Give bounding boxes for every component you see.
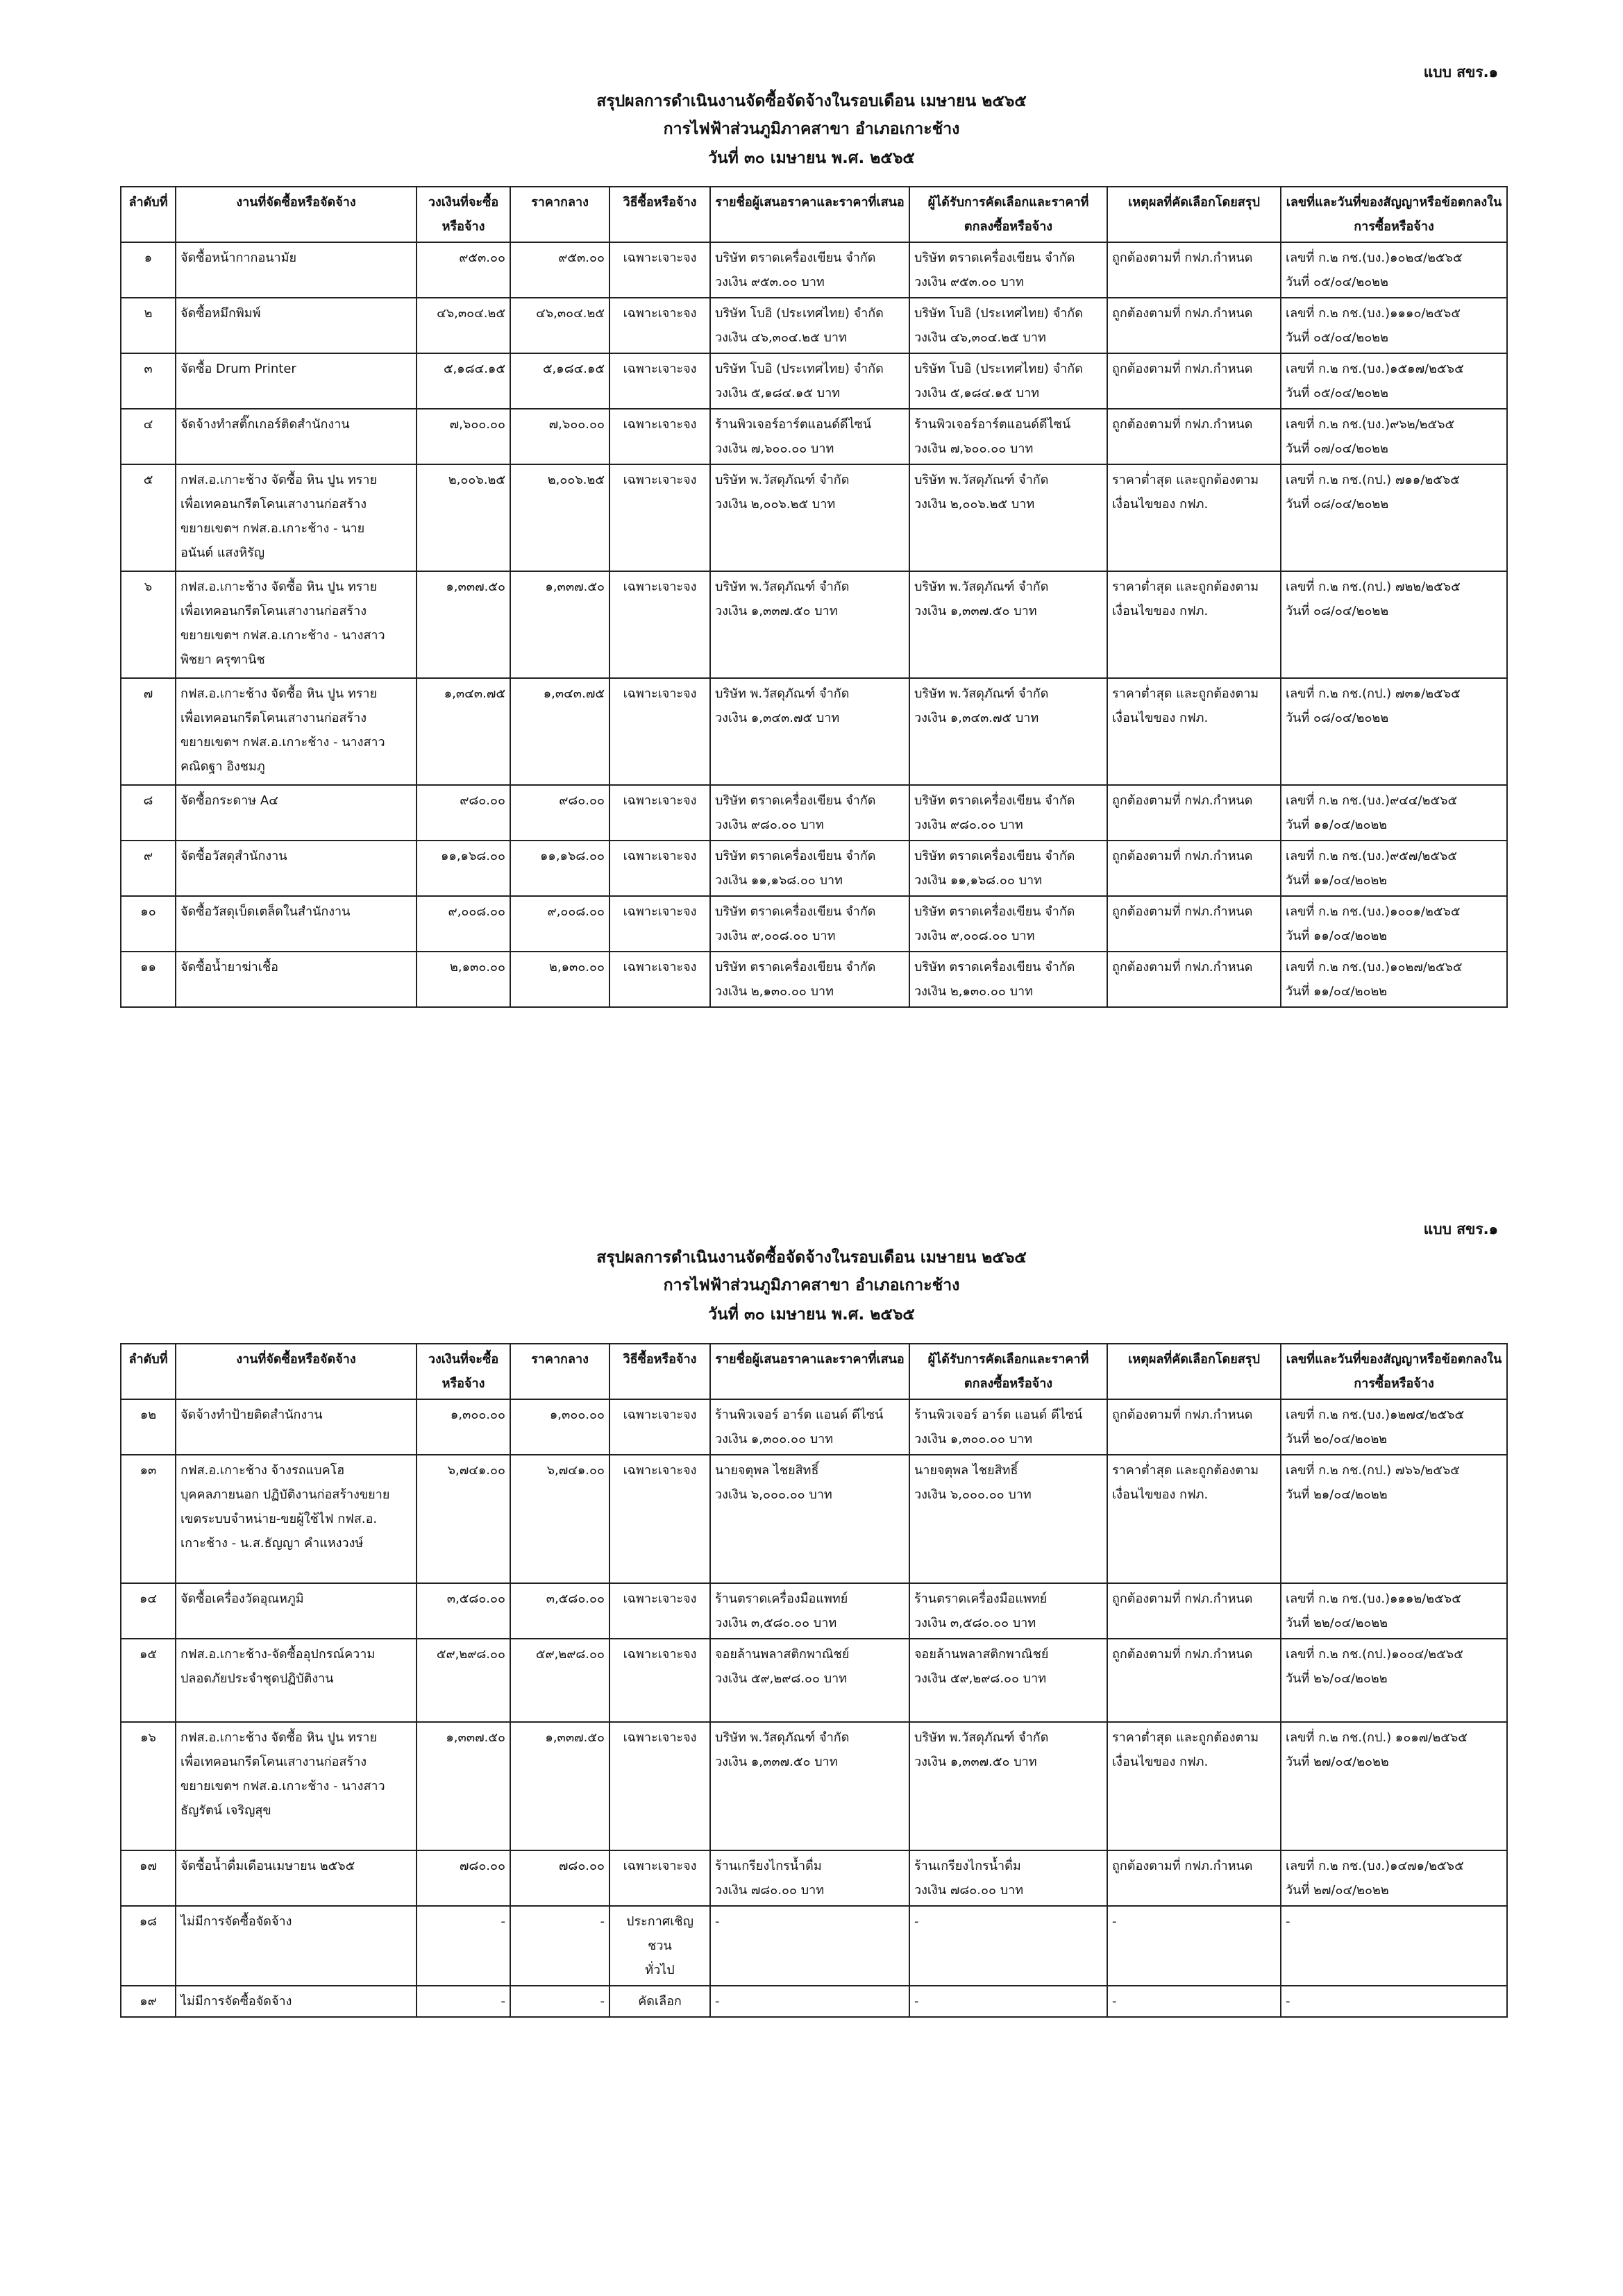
cell-winner: บริษัท ตราดเครื่องเขียน จำกัด วงเงิน ๙๘๐.๐๐ บาท	[909, 785, 1107, 841]
cell-contract: เลขที่ ก.๒ กช.(บง.)๑๑๑๐/๒๕๖๕ วันที่ ๐๕/๐๔/๒๐๒๒	[1281, 298, 1507, 353]
cell-contract: เลขที่ ก.๒ กช.(บง.)๑๕๑๗/๒๕๖๕ วันที่ ๐๕/๐๔/๒๐๒๒	[1281, 353, 1507, 409]
table-row	[121, 1722, 1507, 1850]
cell-method: เฉพาะเจาะจง	[609, 841, 710, 896]
procurement-table	[120, 1343, 1508, 2018]
cell-bidder: จอยล้านพลาสติกพาณิชย์ วงเงิน ๕๙,๒๙๘.๐๐ บาท	[710, 1639, 909, 1722]
cell-budget: ๑,๓๔๓.๗๕	[417, 678, 510, 785]
cell-item: จัดจ้างทำสติ๊กเกอร์ติดสำนักงาน	[176, 409, 417, 464]
cell-method: เฉพาะเจาะจง	[609, 571, 710, 678]
cell-reason: ถูกต้องตามที่ กฟภ.กำหนด	[1107, 785, 1281, 841]
cell-item: ไม่มีการจัดซื้อจัดจ้าง	[176, 1906, 417, 1986]
cell-bidder: บริษัท ตราดเครื่องเขียน จำกัด วงเงิน ๙๘๐.๐๐ บาท	[710, 785, 909, 841]
cell-median-price: ๙๘๐.๐๐	[510, 785, 609, 841]
cell-item: จัดซื้อน้ำดื่มเดือนเมษายน ๒๕๖๕	[176, 1850, 417, 1906]
cell-median-price: ๙๕๓.๐๐	[510, 242, 609, 298]
cell-no: ๕	[121, 464, 176, 571]
cell-budget: ๙๘๐.๐๐	[417, 785, 510, 841]
cell-reason: ถูกต้องตามที่ กฟภ.กำหนด	[1107, 409, 1281, 464]
cell-item: จัดซื้อหน้ากากอนามัย	[176, 242, 417, 298]
cell-reason: ราคาต่ำสุด และถูกต้องตาม เงื่อนไขของ กฟภ.	[1107, 1455, 1281, 1583]
cell-method: เฉพาะเจาะจง	[609, 1639, 710, 1722]
header-winner: ผู้ได้รับการคัดเลือกและราคาที่ตกลงซื้อหรือจ้าง	[909, 187, 1107, 242]
cell-reason: ถูกต้องตามที่ กฟภ.กำหนด	[1107, 1399, 1281, 1455]
cell-bidder: บริษัท พ.วัสดุภัณฑ์ จำกัด วงเงิน ๒,๐๐๖.๒๕ บาท	[710, 464, 909, 571]
table-row	[121, 1455, 1507, 1583]
header-item: งานที่จัดซื้อหรือจัดจ้าง	[176, 1344, 417, 1399]
cell-contract: -	[1281, 1906, 1507, 1986]
cell-budget: ๔๖,๓๐๔.๒๕	[417, 298, 510, 353]
cell-winner: จอยล้านพลาสติกพาณิชย์ วงเงิน ๕๙,๒๙๘.๐๐ บาท	[909, 1639, 1107, 1722]
cell-reason: ราคาต่ำสุด และถูกต้องตาม เงื่อนไขของ กฟภ.	[1107, 678, 1281, 785]
cell-reason: ราคาต่ำสุด และถูกต้องตาม เงื่อนไขของ กฟภ.	[1107, 1722, 1281, 1850]
table-row	[121, 1906, 1507, 1986]
cell-reason: ถูกต้องตามที่ กฟภ.กำหนด	[1107, 353, 1281, 409]
cell-no: ๑๑	[121, 952, 176, 1007]
table-row	[121, 1850, 1507, 1906]
cell-item: จัดซื้อหมึกพิมพ์	[176, 298, 417, 353]
header-bidders: รายชื่อผู้เสนอราคาและราคาที่เสนอ	[710, 1344, 909, 1399]
cell-contract: เลขที่ ก.๒ กช.(บง.)๑๐๒๗/๒๕๖๕ วันที่ ๑๑/๐๔/๒๐๒๒	[1281, 952, 1507, 1007]
table-row	[121, 298, 1507, 353]
cell-reason: ราคาต่ำสุด และถูกต้องตาม เงื่อนไขของ กฟภ.	[1107, 464, 1281, 571]
cell-winner: บริษัท ตราดเครื่องเขียน จำกัด วงเงิน ๑๑,๑๖๘.๐๐ บาท	[909, 841, 1107, 896]
cell-budget: ๒,๑๓๐.๐๐	[417, 952, 510, 1007]
cell-budget: ๙๕๓.๐๐	[417, 242, 510, 298]
cell-winner: บริษัท โบอิ (ประเทศไทย) จำกัด วงเงิน ๕,๑๘๔.๑๕ บาท	[909, 353, 1107, 409]
cell-winner: บริษัท พ.วัสดุภัณฑ์ จำกัด วงเงิน ๑,๓๓๗.๕๐ บาท	[909, 1722, 1107, 1850]
cell-budget: ๖,๗๔๑.๐๐	[417, 1455, 510, 1583]
cell-reason: ถูกต้องตามที่ กฟภ.กำหนด	[1107, 952, 1281, 1007]
cell-method: เฉพาะเจาะจง	[609, 952, 710, 1007]
report-organization: การไฟฟ้าส่วนภูมิภาคสาขา อำเภอเกาะช้าง	[663, 120, 960, 138]
table-row	[121, 353, 1507, 409]
cell-no: ๑๒	[121, 1399, 176, 1455]
cell-method: เฉพาะเจาะจง	[609, 409, 710, 464]
report-organization: การไฟฟ้าส่วนภูมิภาคสาขา อำเภอเกาะช้าง	[663, 1276, 960, 1294]
cell-winner: บริษัท พ.วัสดุภัณฑ์ จำกัด วงเงิน ๑,๓๔๓.๗๕ บาท	[909, 678, 1107, 785]
cell-budget: -	[417, 1906, 510, 1986]
cell-winner: บริษัท พ.วัสดุภัณฑ์ จำกัด วงเงิน ๒,๐๐๖.๒๕ บาท	[909, 464, 1107, 571]
cell-item: กฟส.อ.เกาะช้าง จัดซื้อ หิน ปูน ทราย เพื่อเทคอนกรีตโคนเสางานก่อสร้าง ขยายเขตฯ กฟส.อ.เกาะช้าง - นางสาว คณิดฐา อิงชมภู	[176, 678, 417, 785]
cell-method: เฉพาะเจาะจง	[609, 896, 710, 952]
cell-bidder: บริษัท ตราดเครื่องเขียน จำกัด วงเงิน ๑๑,๑๖๘.๐๐ บาท	[710, 841, 909, 896]
cell-median-price: ๖,๗๔๑.๐๐	[510, 1455, 609, 1583]
form-code: แบบ สขร.๑	[1423, 1221, 1498, 1238]
cell-reason: ถูกต้องตามที่ กฟภ.กำหนด	[1107, 242, 1281, 298]
cell-item: จัดซื้อวัสดุเบ็ดเตล็ดในสำนักงาน	[176, 896, 417, 952]
cell-winner: ร้านเกรียงไกรน้ำดื่ม วงเงิน ๗๘๐.๐๐ บาท	[909, 1850, 1107, 1906]
cell-median-price: ๕,๑๘๔.๑๕	[510, 353, 609, 409]
header-reason: เหตุผลที่คัดเลือกโดยสรุป	[1107, 187, 1281, 242]
cell-winner: บริษัท ตราดเครื่องเขียน จำกัด วงเงิน ๒,๑๓๐.๐๐ บาท	[909, 952, 1107, 1007]
report-date: วันที่ ๓๐ เมษายน พ.ศ. ๒๕๖๕	[708, 149, 915, 167]
header-budget: วงเงินที่จะซื้อหรือจ้าง	[417, 1344, 510, 1399]
cell-item: กฟส.อ.เกาะช้าง จัดซื้อ หิน ปูน ทราย เพื่อเทคอนกรีตโคนเสางานก่อสร้าง ขยายเขตฯ กฟส.อ.เกาะช้าง - นางสาว ธัญรัตน์ เจริญสุข	[176, 1722, 417, 1850]
cell-bidder: นายจตุพล ไชยสิทธิ์ วงเงิน ๖,๐๐๐.๐๐ บาท	[710, 1455, 909, 1583]
cell-budget: ๑,๓๓๗.๕๐	[417, 1722, 510, 1850]
cell-budget: ๕๙,๒๙๘.๐๐	[417, 1639, 510, 1722]
cell-method: เฉพาะเจาะจง	[609, 1399, 710, 1455]
cell-no: ๖	[121, 571, 176, 678]
cell-reason: ถูกต้องตามที่ กฟภ.กำหนด	[1107, 1850, 1281, 1906]
header-reason: เหตุผลที่คัดเลือกโดยสรุป	[1107, 1344, 1281, 1399]
cell-contract: เลขที่ ก.๒ กช.(กป.) ๗๖๖/๒๕๖๕ วันที่ ๒๑/๐๔/๒๐๒๒	[1281, 1455, 1507, 1583]
header-no: ลำดับที่	[121, 1344, 176, 1399]
cell-bidder: บริษัท ตราดเครื่องเขียน จำกัด วงเงิน ๙๕๓.๐๐ บาท	[710, 242, 909, 298]
cell-winner: ร้านตราดเครื่องมือแพทย์ วงเงิน ๓,๕๘๐.๐๐ บาท	[909, 1583, 1107, 1639]
cell-item: ไม่มีการจัดซื้อจัดจ้าง	[176, 1986, 417, 2017]
cell-method: เฉพาะเจาะจง	[609, 464, 710, 571]
cell-median-price: ๗,๖๐๐.๐๐	[510, 409, 609, 464]
cell-budget: -	[417, 1986, 510, 2017]
cell-bidder: บริษัท โบอิ (ประเทศไทย) จำกัด วงเงิน ๕,๑๘๔.๑๕ บาท	[710, 353, 909, 409]
cell-item: กฟส.อ.เกาะช้าง จ้างรถแบคโฮ บุคคลภายนอก ปฏิบัติงานก่อสร้างขยาย เขตระบบจำหน่าย-ขยผู้ใช้ไฟ กฟส.อ. เกาะช้าง - น.ส.ธัญญา คำแหงวงษ์	[176, 1455, 417, 1583]
cell-reason: ถูกต้องตามที่ กฟภ.กำหนด	[1107, 298, 1281, 353]
cell-budget: ๗๘๐.๐๐	[417, 1850, 510, 1906]
cell-reason: ราคาต่ำสุด และถูกต้องตาม เงื่อนไขของ กฟภ.	[1107, 571, 1281, 678]
cell-method: เฉพาะเจาะจง	[609, 1455, 710, 1583]
cell-bidder: -	[710, 1906, 909, 1986]
cell-no: ๑๙	[121, 1986, 176, 2017]
table-header-row	[121, 1344, 1507, 1399]
cell-no: ๑๔	[121, 1583, 176, 1639]
header-item: งานที่จัดซื้อหรือจัดจ้าง	[176, 187, 417, 242]
cell-method: เฉพาะเจาะจง	[609, 1850, 710, 1906]
table-row	[121, 464, 1507, 571]
cell-winner: บริษัท ตราดเครื่องเขียน จำกัด วงเงิน ๙,๐๐๘.๐๐ บาท	[909, 896, 1107, 952]
cell-method: เฉพาะเจาะจง	[609, 785, 710, 841]
cell-bidder: -	[710, 1986, 909, 2017]
table-row	[121, 242, 1507, 298]
cell-bidder: ร้านพิวเจอร์อาร์ตแอนด์ดีไซน์ วงเงิน ๗,๖๐๐.๐๐ บาท	[710, 409, 909, 464]
cell-item: จัดซื้อน้ำยาฆ่าเชื้อ	[176, 952, 417, 1007]
table-row	[121, 1583, 1507, 1639]
cell-median-price: ๔๖,๓๐๔.๒๕	[510, 298, 609, 353]
cell-winner: บริษัท โบอิ (ประเทศไทย) จำกัด วงเงิน ๔๖,๓๐๔.๒๕ บาท	[909, 298, 1107, 353]
cell-median-price: -	[510, 1906, 609, 1986]
cell-bidder: บริษัท พ.วัสดุภัณฑ์ จำกัด วงเงิน ๑,๓๓๗.๕๐ บาท	[710, 1722, 909, 1850]
cell-bidder: ร้านเกรียงไกรน้ำดื่ม วงเงิน ๗๘๐.๐๐ บาท	[710, 1850, 909, 1906]
cell-contract: เลขที่ ก.๒ กช.(บง.)๙๖๒/๒๕๖๕ วันที่ ๐๗/๐๔/๒๐๒๒	[1281, 409, 1507, 464]
cell-contract: เลขที่ ก.๒ กช.(บง.)๙๔๔/๒๕๖๕ วันที่ ๑๑/๐๔/๒๐๒๒	[1281, 785, 1507, 841]
cell-bidder: บริษัท ตราดเครื่องเขียน จำกัด วงเงิน ๙,๐๐๘.๐๐ บาท	[710, 896, 909, 952]
cell-item: จัดซื้อเครื่องวัดอุณหภูมิ	[176, 1583, 417, 1639]
cell-reason: ถูกต้องตามที่ กฟภ.กำหนด	[1107, 1639, 1281, 1722]
cell-method: เฉพาะเจาะจง	[609, 1722, 710, 1850]
cell-median-price: ๑๑,๑๖๘.๐๐	[510, 841, 609, 896]
cell-bidder: บริษัท พ.วัสดุภัณฑ์ จำกัด วงเงิน ๑,๓๔๓.๗๕ บาท	[710, 678, 909, 785]
cell-item: จัดซื้อวัสดุสำนักงาน	[176, 841, 417, 896]
cell-contract: เลขที่ ก.๒ กช.(บง.)๑๒๗๔/๒๕๖๕ วันที่ ๒๐/๐๔/๒๐๒๒	[1281, 1399, 1507, 1455]
header-contract: เลขที่และวันที่ของสัญญาหรือข้อตกลงในการซื้อหรือจ้าง	[1281, 1344, 1507, 1399]
header-median-price: ราคากลาง	[510, 1344, 609, 1399]
header-bidders: รายชื่อผู้เสนอราคาและราคาที่เสนอ	[710, 187, 909, 242]
cell-contract: เลขที่ ก.๒ กช.(กป.) ๗๒๒/๒๕๖๕ วันที่ ๐๘/๐๔/๒๐๒๒	[1281, 571, 1507, 678]
cell-median-price: ๕๙,๒๙๘.๐๐	[510, 1639, 609, 1722]
cell-bidder: บริษัท โบอิ (ประเทศไทย) จำกัด วงเงิน ๔๖,๓๐๔.๒๕ บาท	[710, 298, 909, 353]
cell-bidder: ร้านพิวเจอร์ อาร์ต แอนด์ ดีไซน์ วงเงิน ๑,๓๐๐.๐๐ บาท	[710, 1399, 909, 1455]
cell-budget: ๗,๖๐๐.๐๐	[417, 409, 510, 464]
cell-no: ๑๖	[121, 1722, 176, 1850]
table-body	[121, 242, 1507, 1007]
table-row	[121, 678, 1507, 785]
cell-median-price: ๗๘๐.๐๐	[510, 1850, 609, 1906]
header-median-price: ราคากลาง	[510, 187, 609, 242]
cell-no: ๓	[121, 353, 176, 409]
cell-item: จัดซื้อ Drum Printer	[176, 353, 417, 409]
cell-contract: เลขที่ ก.๒ กช.(กป.) ๑๐๑๗/๒๕๖๕ วันที่ ๒๗/๐๔/๒๐๒๒	[1281, 1722, 1507, 1850]
cell-method: เฉพาะเจาะจง	[609, 298, 710, 353]
cell-reason: ถูกต้องตามที่ กฟภ.กำหนด	[1107, 896, 1281, 952]
cell-budget: ๓,๕๘๐.๐๐	[417, 1583, 510, 1639]
cell-contract: เลขที่ ก.๒ กช.(กป.) ๗๓๑/๒๕๖๕ วันที่ ๐๘/๐๔/๒๐๒๒	[1281, 678, 1507, 785]
cell-contract: เลขที่ ก.๒ กช.(บง.)๑๔๗๑/๒๕๖๕ วันที่ ๒๗/๐๔/๒๐๒๒	[1281, 1850, 1507, 1906]
cell-budget: ๑,๓๓๗.๕๐	[417, 571, 510, 678]
table-row	[121, 1986, 1507, 2017]
cell-method: เฉพาะเจาะจง	[609, 1583, 710, 1639]
cell-no: ๘	[121, 785, 176, 841]
cell-item: กฟส.อ.เกาะช้าง จัดซื้อ หิน ปูน ทราย เพื่อเทคอนกรีตโคนเสางานก่อสร้าง ขยายเขตฯ กฟส.อ.เกาะช้าง - นาย อนันต์ แสงหิรัญ	[176, 464, 417, 571]
cell-budget: ๒,๐๐๖.๒๕	[417, 464, 510, 571]
header-winner: ผู้ได้รับการคัดเลือกและราคาที่ตกลงซื้อหรือจ้าง	[909, 1344, 1107, 1399]
cell-winner: นายจตุพล ไชยสิทธิ์ วงเงิน ๖,๐๐๐.๐๐ บาท	[909, 1455, 1107, 1583]
header-no: ลำดับที่	[121, 187, 176, 242]
cell-item: จัดจ้างทำป้ายติดสำนักงาน	[176, 1399, 417, 1455]
form-code: แบบ สขร.๑	[1423, 64, 1498, 81]
cell-no: ๑๓	[121, 1455, 176, 1583]
cell-no: ๙	[121, 841, 176, 896]
cell-winner: ร้านพิวเจอร์อาร์ตแอนด์ดีไซน์ วงเงิน ๗,๖๐๐.๐๐ บาท	[909, 409, 1107, 464]
cell-method: ประกาศเชิญชวน ทั่วไป	[609, 1906, 710, 1986]
cell-median-price: ๒,๑๓๐.๐๐	[510, 952, 609, 1007]
cell-reason: ถูกต้องตามที่ กฟภ.กำหนด	[1107, 841, 1281, 896]
cell-winner: บริษัท พ.วัสดุภัณฑ์ จำกัด วงเงิน ๑,๓๓๗.๕๐ บาท	[909, 571, 1107, 678]
cell-budget: ๕,๑๘๔.๑๕	[417, 353, 510, 409]
cell-winner: ร้านพิวเจอร์ อาร์ต แอนด์ ดีไซน์ วงเงิน ๑,๓๐๐.๐๐ บาท	[909, 1399, 1107, 1455]
cell-bidder: ร้านตราดเครื่องมือแพทย์ วงเงิน ๓,๕๘๐.๐๐ บาท	[710, 1583, 909, 1639]
cell-contract: -	[1281, 1986, 1507, 2017]
cell-reason: ถูกต้องตามที่ กฟภ.กำหนด	[1107, 1583, 1281, 1639]
table-row	[121, 571, 1507, 678]
header-method: วิธีซื้อหรือจ้าง	[609, 1344, 710, 1399]
header-method: วิธีซื้อหรือจ้าง	[609, 187, 710, 242]
cell-bidder: บริษัท ตราดเครื่องเขียน จำกัด วงเงิน ๒,๑๓๐.๐๐ บาท	[710, 952, 909, 1007]
procurement-table	[120, 186, 1508, 1008]
cell-method: เฉพาะเจาะจง	[609, 242, 710, 298]
report-date: วันที่ ๓๐ เมษายน พ.ศ. ๒๕๖๕	[708, 1306, 915, 1324]
table-row	[121, 841, 1507, 896]
cell-reason: -	[1107, 1906, 1281, 1986]
header-contract: เลขที่และวันที่ของสัญญาหรือข้อตกลงในการซื้อหรือจ้าง	[1281, 187, 1507, 242]
cell-no: ๑	[121, 242, 176, 298]
table-row	[121, 785, 1507, 841]
cell-contract: เลขที่ ก.๒ กช.(บง.)๑๐๐๑/๒๕๖๕ วันที่ ๑๑/๐๔/๒๐๒๒	[1281, 896, 1507, 952]
cell-median-price: ๑,๓๓๗.๕๐	[510, 1722, 609, 1850]
cell-item: จัดซื้อกระดาษ A๔	[176, 785, 417, 841]
cell-winner: บริษัท ตราดเครื่องเขียน จำกัด วงเงิน ๙๕๓.๐๐ บาท	[909, 242, 1107, 298]
cell-no: ๑๕	[121, 1639, 176, 1722]
cell-median-price: ๓,๕๘๐.๐๐	[510, 1583, 609, 1639]
cell-item: กฟส.อ.เกาะช้าง-จัดซื้ออุปกรณ์ความ ปลอดภัยประจำชุดปฏิบัติงาน	[176, 1639, 417, 1722]
table-body	[121, 1399, 1507, 2017]
cell-no: ๑๘	[121, 1906, 176, 1986]
cell-contract: เลขที่ ก.๒ กช.(กป.) ๗๑๑/๒๕๖๕ วันที่ ๐๘/๐๔/๒๐๒๒	[1281, 464, 1507, 571]
cell-median-price: ๙,๐๐๘.๐๐	[510, 896, 609, 952]
cell-reason: -	[1107, 1986, 1281, 2017]
report-title: สรุปผลการดำเนินงานจัดซื้อจัดจ้างในรอบเดือน เมษายน ๒๕๖๕	[596, 1249, 1027, 1267]
cell-winner: -	[909, 1906, 1107, 1986]
table-row	[121, 1639, 1507, 1722]
cell-budget: ๙,๐๐๘.๐๐	[417, 896, 510, 952]
cell-no: ๑๐	[121, 896, 176, 952]
cell-no: ๔	[121, 409, 176, 464]
table-row	[121, 1399, 1507, 1455]
cell-contract: เลขที่ ก.๒ กช.(บง.)๑๑๑๒/๒๕๖๕ วันที่ ๒๒/๐๔/๒๐๒๒	[1281, 1583, 1507, 1639]
cell-winner: -	[909, 1986, 1107, 2017]
cell-bidder: บริษัท พ.วัสดุภัณฑ์ จำกัด วงเงิน ๑,๓๓๗.๕๐ บาท	[710, 571, 909, 678]
cell-no: ๒	[121, 298, 176, 353]
cell-median-price: ๒,๐๐๖.๒๕	[510, 464, 609, 571]
cell-method: เฉพาะเจาะจง	[609, 353, 710, 409]
report-title: สรุปผลการดำเนินงานจัดซื้อจัดจ้างในรอบเดือน เมษายน ๒๕๖๕	[596, 92, 1027, 110]
table-header-row	[121, 187, 1507, 242]
cell-budget: ๑,๓๐๐.๐๐	[417, 1399, 510, 1455]
cell-contract: เลขที่ ก.๒ กช.(บง.)๙๕๗/๒๕๖๕ วันที่ ๑๑/๐๔/๒๐๒๒	[1281, 841, 1507, 896]
table-row	[121, 409, 1507, 464]
table-row	[121, 952, 1507, 1007]
cell-median-price: ๑,๓๐๐.๐๐	[510, 1399, 609, 1455]
cell-item: กฟส.อ.เกาะช้าง จัดซื้อ หิน ปูน ทราย เพื่อเทคอนกรีตโคนเสางานก่อสร้าง ขยายเขตฯ กฟส.อ.เกาะช้าง - นางสาว พิชยา ครุฑานิช	[176, 571, 417, 678]
cell-median-price: ๑,๓๓๗.๕๐	[510, 571, 609, 678]
header-budget: วงเงินที่จะซื้อหรือจ้าง	[417, 187, 510, 242]
cell-no: ๗	[121, 678, 176, 785]
cell-median-price: ๑,๓๔๓.๗๕	[510, 678, 609, 785]
cell-median-price: -	[510, 1986, 609, 2017]
cell-contract: เลขที่ ก.๒ กช.(กป.)๑๐๐๔/๒๕๖๕ วันที่ ๒๖/๐๔/๒๐๒๒	[1281, 1639, 1507, 1722]
cell-budget: ๑๑,๑๖๘.๐๐	[417, 841, 510, 896]
cell-no: ๑๗	[121, 1850, 176, 1906]
cell-method: คัดเลือก	[609, 1986, 710, 2017]
table-row	[121, 896, 1507, 952]
cell-method: เฉพาะเจาะจง	[609, 678, 710, 785]
cell-contract: เลขที่ ก.๒ กช.(บง.)๑๐๒๔/๒๕๖๕ วันที่ ๐๕/๐๔/๒๐๒๒	[1281, 242, 1507, 298]
